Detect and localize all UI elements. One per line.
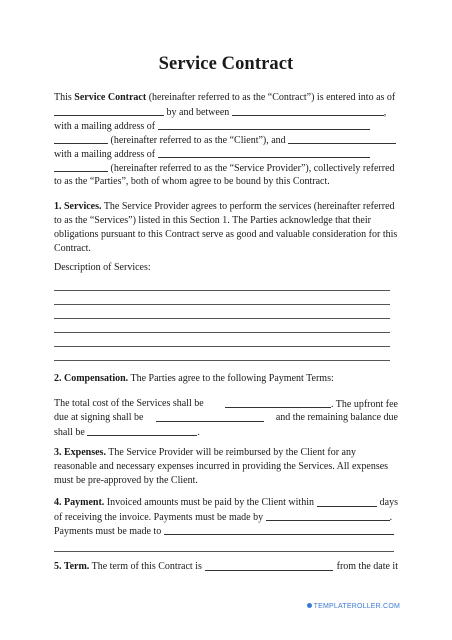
description-line[interactable] [54,304,390,305]
upfront-fee-field[interactable] [156,411,264,422]
compensation-line-3: due at signing shall be and the remaining balance due [54,412,398,423]
payment-recipient-line[interactable] [54,551,394,552]
intro-line-5: with a mailing address of [54,147,398,161]
expenses-line-2: reasonable and necessary expenses incurred in providing the Services. All expenses [54,461,389,472]
expenses-line-3: must be pre-approved by the Client. [54,475,198,486]
client-name-field[interactable] [232,105,384,116]
description-line[interactable] [54,332,390,333]
description-line[interactable] [54,360,390,361]
intro-line-4: (hereinafter referred to as the “Client”), and [54,133,398,147]
services-line-4: Contract. [54,243,91,254]
intro-line-3: with a mailing address of [54,119,398,133]
description-line[interactable] [54,318,390,319]
provider-address-field[interactable] [158,147,370,158]
compensation-line-1: 2. Compensation. The Parties agree to the following Payment Terms: [54,373,334,384]
payment-line-3: Payments must be made to [54,524,398,538]
services-line-3: obligations pursuant to this Contract serve as good and valuable consideration for this [54,229,398,240]
remaining-balance-field[interactable] [87,425,197,436]
payment-method-field[interactable] [266,510,390,521]
expenses-line-1: 3. Expenses. The Service Provider will be reimbursed by the Client for any [54,447,356,458]
compensation-line-4: shall be . [54,427,200,438]
intro-line-6: (hereinafter referred to as the “Service Provider”), collectively referred [54,161,398,175]
payment-days-field[interactable] [317,496,377,507]
intro-line-7: to as the “Parties”, both of whom agree to be bound by this Contract. [54,176,330,187]
description-line[interactable] [54,290,390,291]
page-title: Service Contract [158,54,294,74]
intro-line-1: This Service Contract (hereinafter referred to as the “Contract”) is entered into as of [54,92,396,103]
client-address-field-2[interactable] [54,133,108,144]
description-label: Description of Services: [54,262,151,273]
services-line-2: to as the “Services”) listed in this Section 1. The Parties acknowledge that their [54,215,371,226]
compensation-line-2: The total cost of the Services shall be . The upfront fee [54,398,398,410]
footer-brand[interactable] [307,603,400,610]
client-address-field[interactable] [158,119,370,130]
intro-line-2: by and between , [54,105,398,119]
date-field[interactable] [54,105,164,116]
footer-brand-text: TEMPLATEROLLER.COM [313,603,400,610]
total-cost-field[interactable] [225,397,331,408]
payment-recipient-field[interactable] [164,524,394,535]
term-duration-field[interactable] [205,560,333,571]
description-line[interactable] [54,346,390,347]
payment-line-2: of receiving the invoice. Payments must be made by . [54,512,393,523]
payment-line-1: 4. Payment. Invoiced amounts must be paid by the Client within days [54,497,398,508]
services-line-1: 1. Services. The Service Provider agrees to perform the services (hereinafter referred [54,201,395,212]
provider-address-field-2[interactable] [54,161,108,172]
logo-dot-icon [307,603,312,608]
term-line-1: 5. Term. The term of this Contract is from the date it [54,561,398,572]
provider-name-field[interactable] [288,133,396,144]
